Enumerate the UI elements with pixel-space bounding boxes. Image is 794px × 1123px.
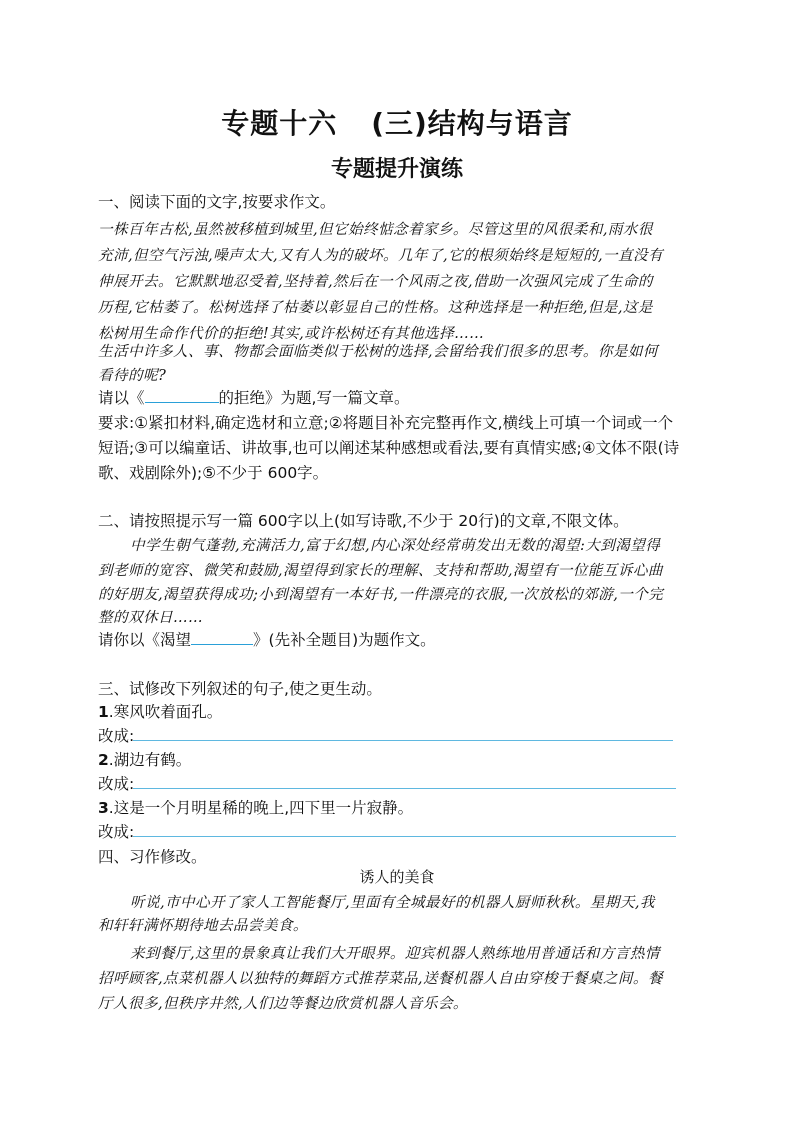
essay-line: 招呼顾客,点菜机器人以独特的舞蹈方式推荐菜品,送餐机器人自由穿梭于餐桌之间。餐 (98, 970, 663, 987)
title-section: (三)结构与语言 (371, 107, 573, 140)
title-topic: 专题十六 (221, 107, 338, 140)
exercise-item (98, 796, 413, 818)
prompt-prefix: 请你以《渴望 (98, 631, 192, 649)
section1-passage-line: 伸展开去。它默默地忍受着,坚持着,然后在一个风雨之夜,借助一次强风完成了生命的 (98, 273, 653, 290)
section1-passage-line: 松树用生命作代价的拒绝!其实,或许松树还有其他选择…… (98, 325, 485, 342)
section1-requirement-line: 歌、戏剧除外);⑤不少于 600字。 (98, 464, 329, 482)
title-blank-line[interactable] (191, 630, 253, 645)
answer-label: 改成: (98, 823, 135, 841)
section1-requirement-line: 要求:①紧扣材料,确定选材和立意;②将题目补充完整再作文,横线上可填一个词或一个 (98, 414, 674, 432)
page-subtitle: 专题提升演练 (330, 157, 463, 182)
section1-prompt (98, 386, 409, 408)
section2-passage-line: 的好朋友,渴望获得成功;小到渴望有一本好书,一件漂亮的衣服,一次放松的郊游,一个完 (98, 586, 664, 603)
section1-question-line: 看待的呢? (98, 367, 167, 384)
item-text: .这是一个月明星稀的晚上,四下里一片寂静。 (108, 799, 414, 817)
section2-passage-line: 整的双休日…… (98, 609, 203, 626)
section1-passage-line: 充沛,但空气污浊,噪声太大,又有人为的破坏。几年了,它的根须始终是短短的,一直没有 (98, 247, 663, 264)
answer-label: 改成: (98, 775, 135, 793)
exercise-item (98, 700, 222, 722)
title-blank-line[interactable] (145, 388, 219, 403)
item-text: .湖边有鹤。 (108, 751, 192, 769)
section2-passage-line: 中学生朝气蓬勃,充满活力,富于幻想,内心深处经常萌发出无数的渴望:大到渴望得 (130, 537, 661, 554)
answer-line[interactable] (133, 836, 676, 837)
prompt-suffix: 的拒绝》为题,写一篇文章。 (218, 389, 410, 407)
page-title (0, 102, 794, 142)
section1-requirement-line: 短语;③可以编童话、讲故事,也可以阐述某种感想或看法,要有真情实感;④文体不限(诗 (98, 439, 680, 457)
answer-line[interactable] (133, 740, 673, 741)
essay-title: 诱人的美食 (359, 868, 435, 886)
section2-heading: 二、请按照提示写一篇 600字以上(如写诗歌,不少于 20行)的文章,不限文体。 (98, 512, 629, 530)
section2-prompt (98, 628, 436, 650)
essay-line: 和轩轩满怀期待地去品尝美食。 (98, 917, 308, 934)
essay-line: 厅人很多,但秩序井然,人们边等餐边欣赏机器人音乐会。 (98, 995, 468, 1012)
item-number: 3 (98, 799, 109, 817)
answer-label: 改成: (98, 727, 135, 745)
item-text: .寒风吹着面孔。 (108, 703, 223, 721)
section3-heading: 三、试修改下列叙述的句子,使之更生动。 (98, 680, 382, 698)
section1-question-line: 生活中许多人、事、物都会面临类似于松树的选择,会留给我们很多的思考。你是如何 (98, 343, 658, 360)
item-number: 2 (98, 751, 109, 769)
section1-passage-line: 一株百年古松,虽然被移植到城里,但它始终惦念着家乡。尽管这里的风很柔和,雨水很 (98, 221, 653, 238)
section2-passage-line: 到老师的宽容、微笑和鼓励,渴望得到家长的理解、支持和帮助,渴望有一位能互诉心曲 (98, 562, 663, 579)
essay-line: 听说,市中心开了家人工智能餐厅,里面有全城最好的机器人厨师秋秋。星期天,我 (130, 894, 655, 911)
section1-passage-line: 历程,它枯萎了。松树选择了枯萎以彰显自己的性格。这种选择是一种拒绝,但是,这是 (98, 299, 653, 316)
section1-heading: 一、阅读下面的文字,按要求作文。 (98, 193, 336, 211)
section4-heading: 四、习作修改。 (98, 848, 207, 866)
prompt-prefix: 请以《 (98, 389, 145, 407)
prompt-suffix: 》(先补全题目)为题作文。 (253, 631, 436, 649)
exercise-item (98, 748, 191, 770)
item-number: 1 (98, 703, 109, 721)
answer-line[interactable] (133, 788, 676, 789)
essay-line: 来到餐厅,这里的景象真让我们大开眼界。迎宾机器人熟练地用普通话和方言热情 (130, 945, 660, 962)
